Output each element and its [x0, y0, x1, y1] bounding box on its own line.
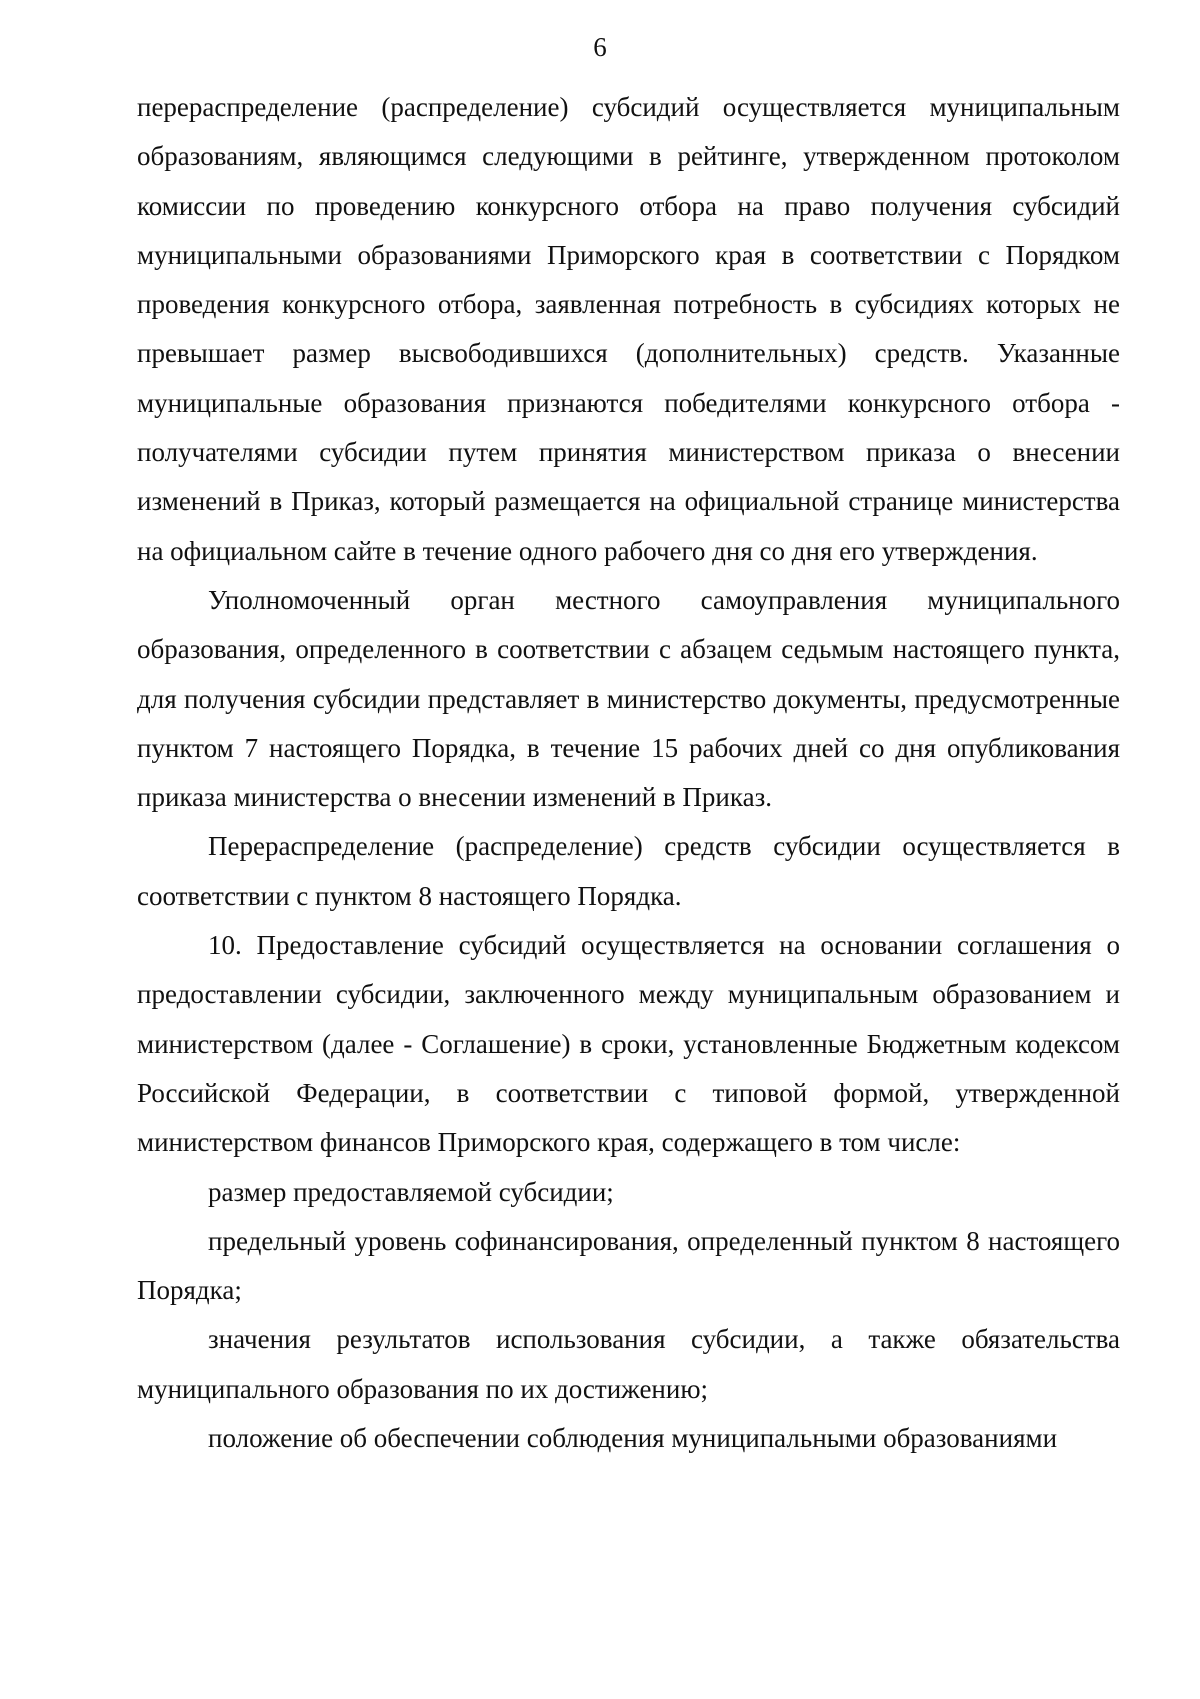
list-item-compliance: положение об обеспечении соблюдения муниципальными образованиями — [208, 1423, 1058, 1454]
paragraph-clause-10: 10. Предоставление субсидий осуществляется на основании соглашения о предоставлении субсидии, заключенного между муниципальным образованием и министерством (далее - Соглашение) в сроки, установленные Бюджетным кодексом Российской Федерации, в соответствии с типовой формой, утвержденной министерством финансов Приморского края, содержащего в том числе: — [137, 930, 1120, 1158]
paragraph-continuation: перераспределение (распределение) субсидий осуществляется муниципальным образованиям, являющимся следующими в рейтинге, утвержденном протоколом комиссии по проведению конкурсного отбора на право получения субсидий муниципальными образованиями Приморского края в соответствии с Порядком проведения конкурсного отбора, заявленная потребность в субсидиях которых не превышает размер высвободившихся (дополнительных) средств. Указанные муниципальные образования признаются победителями конкурсного отбора - получателями субсидии путем принятия министерством приказа о внесении изменений в Приказ, который размещается на официальной странице министерства на официальном сайте в течение одного рабочего дня со дня его утверждения. — [137, 92, 1120, 566]
document-body — [137, 83, 1120, 1463]
list-item-subsidy-size: размер предоставляемой субсидии; — [208, 1176, 614, 1207]
paragraph-redistribution: Перераспределение (распределение) средств субсидии осуществляется в соответствии с пунктом 8 настоящего Порядка. — [137, 831, 1120, 911]
paragraph-authorized-body: Уполномоченный орган местного самоуправления муниципального образования, определенного в соответствии с абзацем седьмым настоящего пункта, для получения субсидии представляет в министерство документы, предусмотренные пунктом 7 настоящего Порядка, в течение 15 рабочих дней со дня опубликования приказа министерства о внесении изменений в Приказ. — [137, 584, 1120, 813]
list-item-results-values: значения результатов использования субсидии, а также обязательства муниципального образования по их достижению; — [137, 1324, 1120, 1404]
list-item-cofinancing-level: предельный уровень софинансирования, определенный пунктом 8 настоящего Порядка; — [137, 1225, 1120, 1306]
page-number: 6 — [593, 32, 607, 62]
